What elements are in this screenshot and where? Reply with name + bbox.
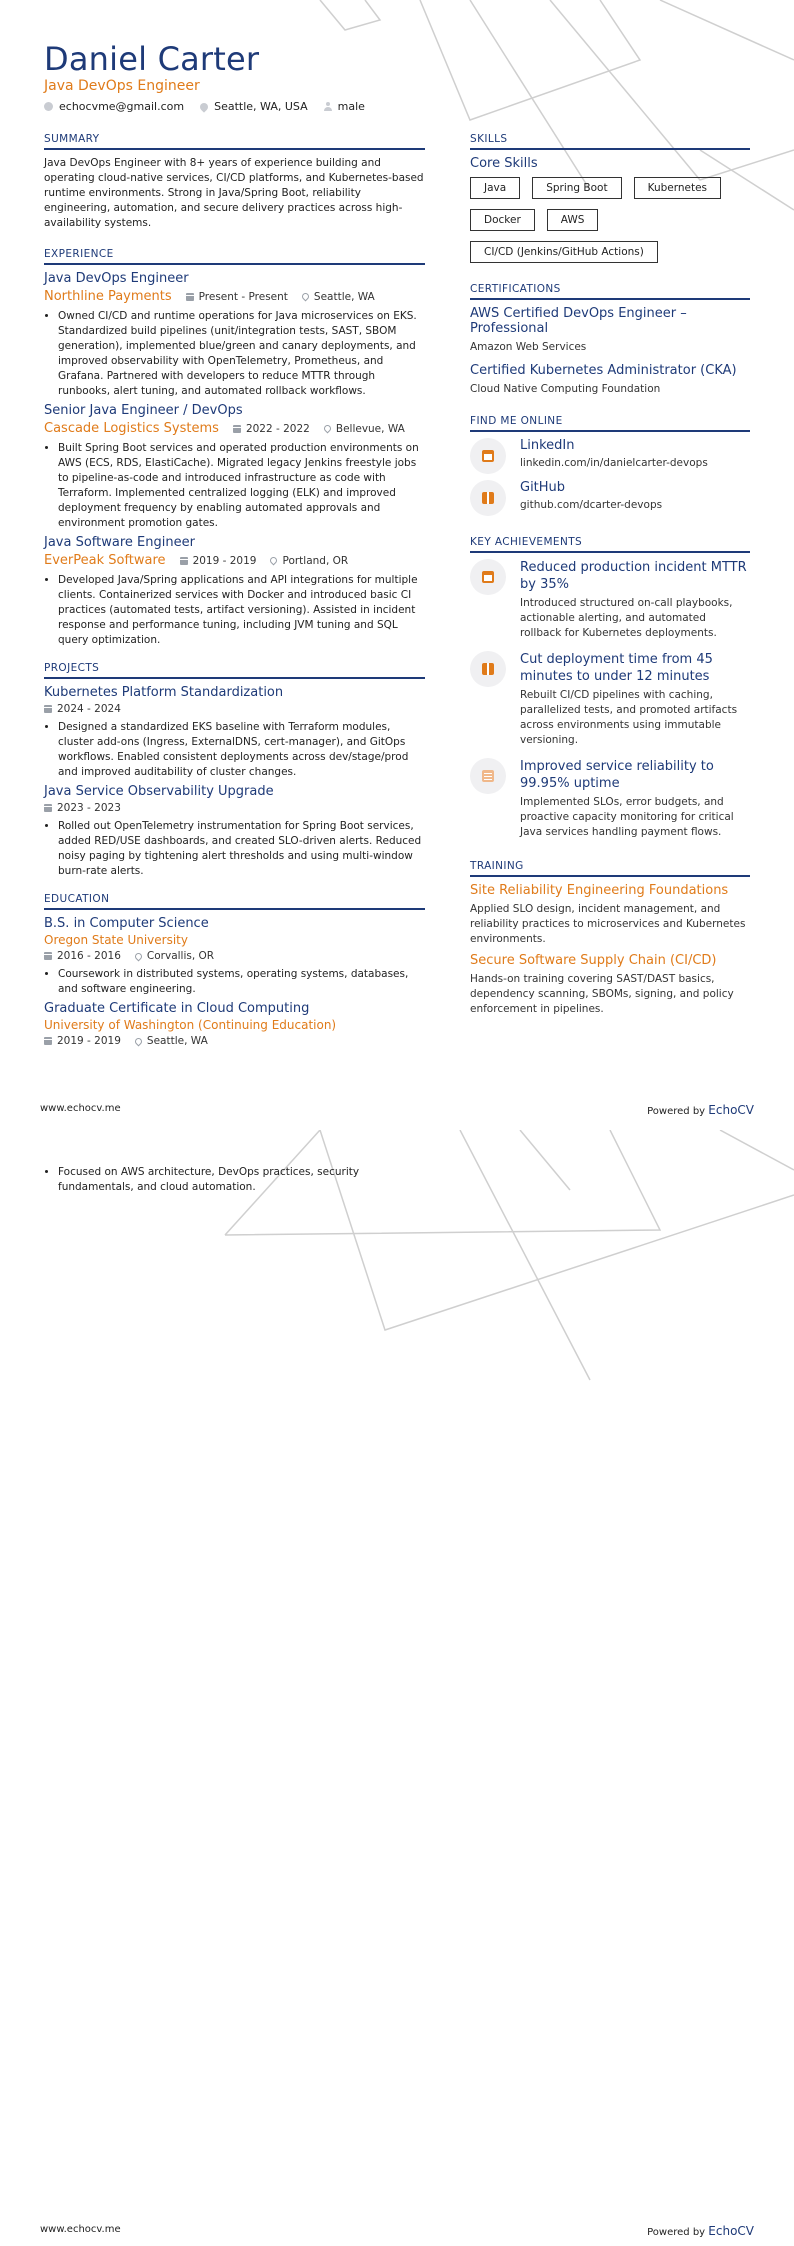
job-location-text: Portland, OR xyxy=(282,554,349,567)
calendar-icon xyxy=(233,425,241,433)
job-location-text: Bellevue, WA xyxy=(335,422,405,435)
certification-name: Certified Kubernetes Administrator (CKA) xyxy=(470,363,737,378)
footer-powered-by[interactable] xyxy=(647,2224,754,2238)
online-profile-url[interactable]: github.com/dcarter-devops xyxy=(520,499,663,511)
footer-site-link[interactable]: www.echocv.me xyxy=(40,2224,121,2235)
achievement-desc: Rebuilt CI/CD pipelines with caching, parallelized tests, and promoted artifacts across environments using immutable versioning. xyxy=(520,689,738,746)
job-company: Northline Payments xyxy=(44,289,172,304)
job-role: Senior Java Engineer / DevOps xyxy=(44,403,243,418)
summary-text: Java DevOps Engineer with 8+ years of experience building and operating cloud-native services, CI/CD platforms, and Kubernetes-based runtime environments. Strong in Java/Spring Boot, reliability engineering, automation, and secure delivery practices across high-availability systems. xyxy=(44,157,424,229)
email-contact[interactable] xyxy=(44,100,184,113)
achievement-desc: Implemented SLOs, error budgets, and proactive capacity monitoring for critical Java services handling payment flows. xyxy=(520,796,734,838)
job-role: Java Software Engineer xyxy=(44,535,195,550)
user-icon xyxy=(324,102,332,111)
job-location xyxy=(302,291,375,303)
list-icon xyxy=(470,758,506,794)
location-text: Seattle, WA, USA xyxy=(214,100,308,113)
email-text: echocvme@gmail.com xyxy=(59,100,185,113)
job-bullet: • Built Spring Boot services and operated production environments on AWS (ECS, RDS, ElastiCache). Migrated legacy Jenkins freestyle jobs to pipeline-as-code and introduced infrastructure as code with Terraform. Implemented centralized logging (ELK) and improved deployment frequency by enabling automated approvals and environment promotion gates. xyxy=(58,441,425,531)
footer-site-link[interactable]: www.echocv.me xyxy=(40,1103,121,1114)
project-item xyxy=(44,685,425,780)
skills-heading: SKILLS xyxy=(470,133,750,150)
education-location-text: Seattle, WA xyxy=(146,1035,208,1047)
education-heading: EDUCATION xyxy=(44,893,425,910)
education-bullet: • Focused on AWS architecture, DevOps practices, security fundamentals, and cloud automation. xyxy=(58,1165,425,1195)
education-dates xyxy=(44,950,121,962)
skill-tag: Java xyxy=(470,177,520,199)
education-location xyxy=(135,1035,208,1047)
skill-tag: CI/CD (Jenkins/GitHub Actions) xyxy=(470,241,658,263)
location-pin-icon xyxy=(133,951,143,961)
book-icon xyxy=(470,651,506,687)
calendar-icon xyxy=(44,705,52,713)
candidate-name: Daniel Carter xyxy=(44,40,260,78)
left-column-continued xyxy=(44,1165,425,1199)
location-pin-icon xyxy=(269,556,279,566)
skill-tag: AWS xyxy=(547,209,599,231)
experience-heading: EXPERIENCE xyxy=(44,248,425,265)
project-dates xyxy=(44,802,425,814)
certification-name: AWS Certified DevOps Engineer – Professional xyxy=(470,306,687,336)
education-degree: B.S. in Computer Science xyxy=(44,916,209,931)
education-location xyxy=(135,950,214,962)
project-dates xyxy=(44,703,425,715)
skill-tag: Kubernetes xyxy=(634,177,721,199)
project-name: Kubernetes Platform Standardization xyxy=(44,685,284,700)
education-item xyxy=(44,916,425,997)
contact-row xyxy=(44,100,365,113)
footer-powered-by[interactable] xyxy=(647,1103,754,1117)
project-dates-text: 2024 - 2024 xyxy=(57,703,121,715)
candidate-title: Java DevOps Engineer xyxy=(44,78,200,94)
achievement-item xyxy=(470,758,750,840)
location-pin-icon xyxy=(198,101,209,112)
email-icon xyxy=(44,102,53,111)
training-name: Site Reliability Engineering Foundations xyxy=(470,883,729,898)
job-dates xyxy=(180,555,257,567)
project-bullet: • Rolled out OpenTelemetry instrumentation for Spring Boot services, added RED/USE dashboards, and created SLO-driven alerts. Reduced noisy paging by tightening alert thresholds and using multi-window burn-rate alerts. xyxy=(58,819,425,879)
education-dates-text: 2016 - 2016 xyxy=(57,950,121,962)
education-meta-row xyxy=(44,950,425,962)
certifications-heading: CERTIFICATIONS xyxy=(470,283,750,300)
education-school: Oregon State University xyxy=(44,933,188,947)
education-degree: Graduate Certificate in Cloud Computing xyxy=(44,1001,310,1016)
job-location xyxy=(270,555,348,567)
skill-tag: Docker xyxy=(470,209,535,231)
skill-tags xyxy=(470,177,760,263)
education-meta-row xyxy=(44,1035,425,1047)
achievement-title: Reduced production incident MTTR by 35% xyxy=(520,560,747,592)
certification-org: Cloud Native Computing Foundation xyxy=(470,383,661,395)
location-contact xyxy=(200,100,308,113)
calendar-icon xyxy=(186,293,194,301)
project-dates-text: 2023 - 2023 xyxy=(57,802,121,814)
job-meta-row xyxy=(44,289,425,304)
job-dates-text: 2019 - 2019 xyxy=(192,554,257,567)
location-pin-icon xyxy=(322,424,332,434)
online-profile-linkedin[interactable] xyxy=(470,438,750,474)
job-dates-text: Present - Present xyxy=(198,290,288,303)
skills-group-title: Core Skills xyxy=(470,156,538,171)
online-profile-url[interactable]: linkedin.com/in/danielcarter-devops xyxy=(520,457,708,469)
calendar-icon xyxy=(44,952,52,960)
brand-logo: EchoCV xyxy=(708,1103,754,1117)
job-dates xyxy=(233,423,310,435)
education-bullet: • Coursework in distributed systems, operating systems, databases, and software engineering. xyxy=(58,967,425,997)
brand-logo: EchoCV xyxy=(708,2224,754,2238)
github-icon xyxy=(470,480,506,516)
left-column xyxy=(44,133,425,1047)
calendar-icon xyxy=(44,804,52,812)
education-dates xyxy=(44,1035,121,1047)
education-location-text: Corvallis, OR xyxy=(146,950,215,962)
calendar-icon xyxy=(180,557,188,565)
training-heading: TRAINING xyxy=(470,860,750,877)
job-bullet: • Developed Java/Spring applications and API integrations for multiple clients. Containerized services with Docker and introduced basic CI practices (automated tests, artifact versioning). Assisted in incident response and performance tuning, including JVM tuning and SQL query optimization. xyxy=(58,573,425,648)
training-desc: Hands-on training covering SAST/DAST basics, dependency scanning, SBOMs, signing, and policy enforcement in pipelines. xyxy=(470,973,734,1015)
achievement-title: Cut deployment time from 45 minutes to under 12 minutes xyxy=(520,652,713,684)
project-bullet: • Designed a standardized EKS baseline with Terraform modules, cluster add-ons (Ingress, ExternalDNS, cert-manager), and GitOps workflows. Enabled consistent deployments across dev/stage/prod and improved auditability of cluster changes. xyxy=(58,720,425,780)
location-pin-icon xyxy=(133,1036,143,1046)
job-bullet: • Owned CI/CD and runtime operations for Java microservices on EKS. Standardized build pipelines (unit/integration tests, SAST, SBOM generation), implemented blue/green and canary deployments, and improved observability with OpenTelemetry, Prometheus, and Grafana. Partnered with developers to reduce MTTR through runbooks, alert tuning, and automated rollback workflows. xyxy=(58,309,425,399)
achievement-title: Improved service reliability to 99.95% uptime xyxy=(520,759,714,791)
project-name: Java Service Observability Upgrade xyxy=(44,784,274,799)
job-company: EverPeak Software xyxy=(44,553,166,568)
linkedin-icon xyxy=(470,438,506,474)
job-location-text: Seattle, WA xyxy=(313,290,375,303)
certification-org: Amazon Web Services xyxy=(470,341,587,353)
location-pin-icon xyxy=(300,292,310,302)
summary-heading: SUMMARY xyxy=(44,133,425,150)
job-role: Java DevOps Engineer xyxy=(44,271,189,286)
online-profile-name: LinkedIn xyxy=(520,438,575,453)
projects-heading: PROJECTS xyxy=(44,662,425,679)
find-me-online-heading: FIND ME ONLINE xyxy=(470,415,750,432)
job-dates xyxy=(186,291,288,303)
skill-tag: Spring Boot xyxy=(532,177,621,199)
page-footer xyxy=(0,1103,794,1125)
job-meta-row xyxy=(44,421,425,436)
gender-text: male xyxy=(337,100,365,113)
experience-item xyxy=(44,403,425,531)
key-achievements-heading: KEY ACHIEVEMENTS xyxy=(470,536,750,553)
gender-contact xyxy=(324,100,365,113)
experience-item xyxy=(44,535,425,648)
training-desc: Applied SLO design, incident management, and reliability practices to microservices and Kubernetes environments. xyxy=(470,903,746,945)
calendar-icon xyxy=(44,1037,52,1045)
experience-item xyxy=(44,271,425,399)
achievement-desc: Introduced structured on-call playbooks, actionable alerting, and automated rollback for Kubernetes deployments. xyxy=(520,597,733,639)
job-location xyxy=(324,423,405,435)
achievement-item xyxy=(470,559,750,641)
project-item xyxy=(44,784,425,879)
calendar-icon xyxy=(470,559,506,595)
education-item xyxy=(44,1001,425,1047)
job-company: Cascade Logistics Systems xyxy=(44,421,219,436)
powered-by-text: Powered by xyxy=(647,2227,706,2238)
right-column xyxy=(470,133,750,1017)
education-dates-text: 2019 - 2019 xyxy=(57,1035,121,1047)
background-decoration xyxy=(0,1130,794,2246)
job-meta-row xyxy=(44,553,425,568)
online-profile-github[interactable] xyxy=(470,480,750,516)
powered-by-text: Powered by xyxy=(647,1106,706,1117)
achievement-item xyxy=(470,651,750,748)
online-profile-name: GitHub xyxy=(520,480,566,495)
resume-page-2 xyxy=(0,1130,794,2246)
page-footer xyxy=(0,2224,794,2246)
education-school: University of Washington (Continuing Education) xyxy=(44,1018,337,1032)
training-name: Secure Software Supply Chain (CI/CD) xyxy=(470,953,717,968)
job-dates-text: 2022 - 2022 xyxy=(245,422,310,435)
